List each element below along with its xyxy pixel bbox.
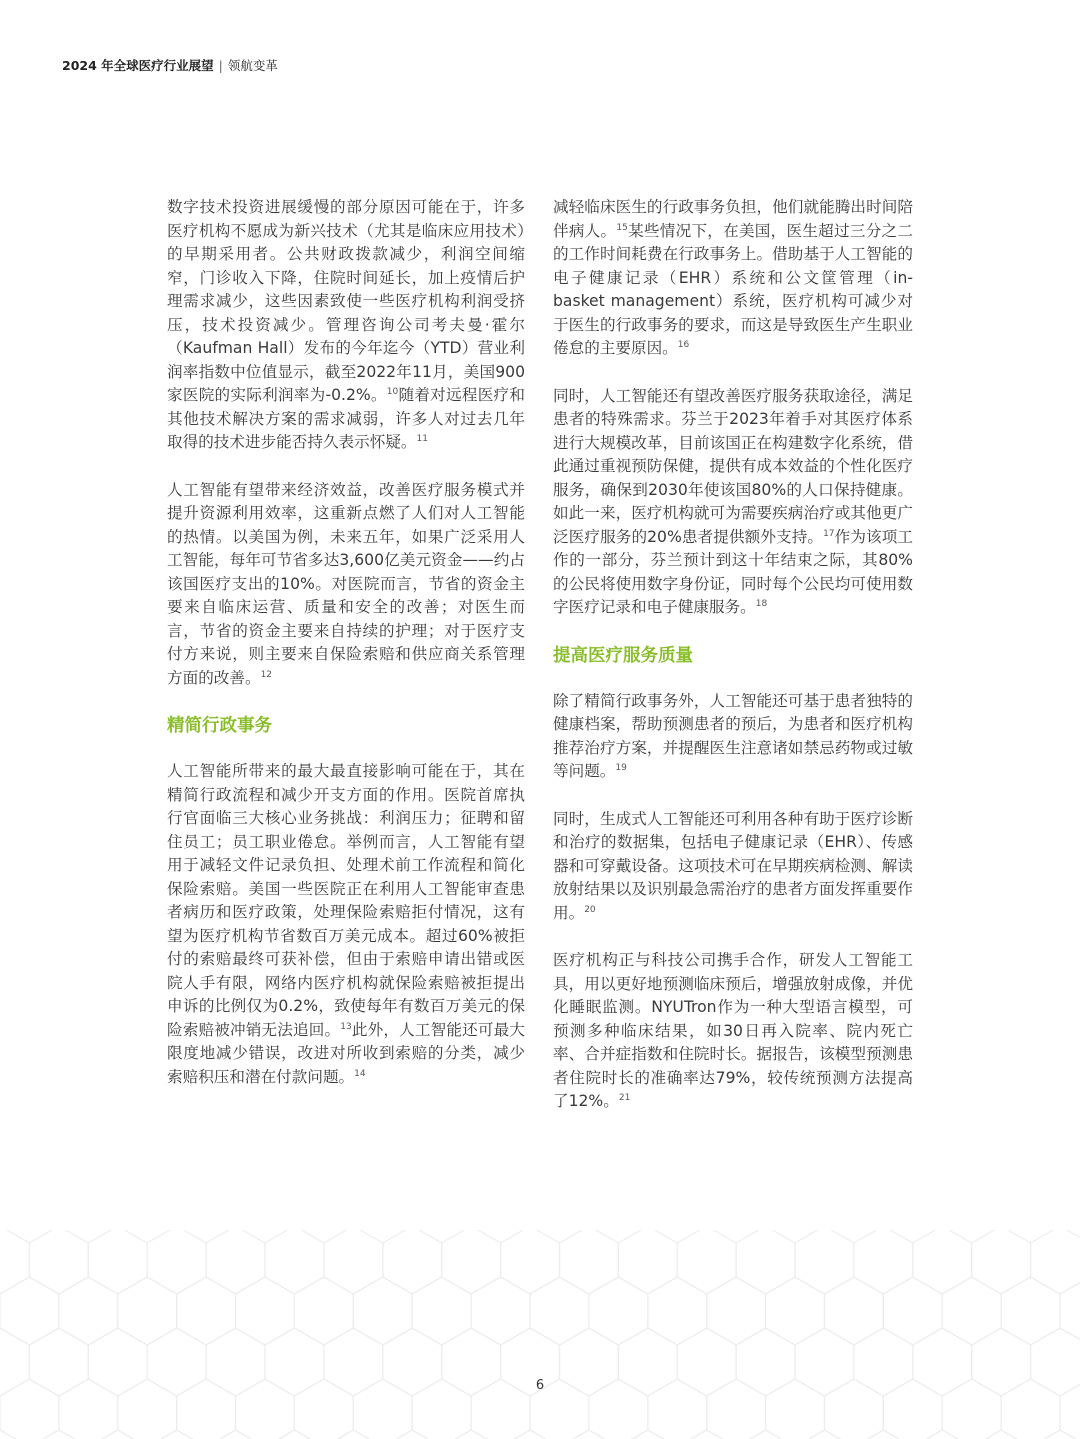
page-header (62, 56, 278, 74)
hexagon-cell (648, 1277, 707, 1345)
hexagon-cell (118, 1277, 177, 1345)
paragraph-text: 某些情况下，在美国，医生超过三分之二的工作时间耗费在行政事务上。借助基于人工智能的电子健康记录（EHR）系统和公文筐管理（in-basket management）系统，医疗机构可减少对于医生的行政事务的要求，而这是导致医生产生职业倦怠的主要原因。 (553, 221, 913, 357)
hexagon-cell (0, 1230, 29, 1294)
hexagon-cell (736, 1430, 795, 1439)
paragraph-text: 同时，人工智能还有望改善医疗服务获取途径，满足患者的特殊需求。芬兰于2023年着手对其医疗体系进行大规模改革，目前该国正在构建数字化系统，借此通过重视预防保健，提供有成本效益的个性化医疗服务，确保到2030年使该国80%的人口保持健康。如此一来，医疗机构就可为需要疾病治疗或其他更广泛医疗服务的20%患者提供额外支持。 (553, 386, 913, 546)
page-number: 6 (535, 1378, 545, 1393)
header-separator: | (218, 58, 223, 73)
hexagon-cell (677, 1230, 736, 1294)
hexagon-cell (854, 1230, 913, 1294)
right-column (553, 196, 913, 1138)
hexagon-cell (913, 1430, 972, 1439)
paragraph-text: 人工智能有望带来经济效益，改善医疗服务模式并提升资源利用效率，这重新点燃了人们对人工智能的热情。以美国为例，未来五年，如果广泛采用人工智能，每年可节省多达3,600亿美元资金——约占该国医疗支出的10%。对医院而言，节省的资金主要来自临床运营、质量和安全的改善；对医生而言，节省的资金主要来自持续的护理；对于医疗支付方来说，则主要来自保险索赔和供应商关系管理方面的改善。 (167, 480, 525, 687)
hexagon-cell (29, 1430, 88, 1439)
paragraph (167, 479, 525, 691)
footnote-ref: 17 (823, 528, 835, 539)
hexagon-cell (1060, 1277, 1080, 1345)
paragraph (553, 385, 913, 620)
left-column (167, 196, 525, 1113)
footnote-ref: 13 (340, 1021, 352, 1032)
paragraph-text: 减轻临床医生的行政事务负担，他们就能腾出时间陪伴病人。 (553, 198, 913, 240)
hexagon-cell (88, 1230, 147, 1294)
hexagon-cell (795, 1430, 854, 1439)
paragraph-text: 数字技术投资进展缓慢的部分原因可能在于，许多医疗机构不愿成为新兴技术（尤其是临床应用技术）的早期采用者。公共财政拨款减少，利润空间缩窄，门诊收入下降，住院时间延长，加上疫情后护理需求减少，这些因素致使一些医疗机构利润受挤压，技术投资减少。管理咨询公司考夫曼·霍尔（Kaufman Hall）发布的今年迄今（YTD）营业利润率指数中位值显示，截至2022年11月，美国900家医院的实际利润率为-0.2%。 (167, 198, 525, 404)
hexagon-cell (236, 1277, 295, 1345)
hexagon-cell (383, 1230, 442, 1294)
paragraph (553, 949, 913, 1114)
hexagon-cell (353, 1277, 412, 1345)
hexagon-cell (0, 1277, 59, 1345)
hexagon-cell (383, 1430, 442, 1439)
hexagon-cell (677, 1430, 736, 1439)
hexagon-cell (59, 1277, 118, 1345)
hexagon-cell (29, 1230, 88, 1294)
hexagon-cell (618, 1230, 677, 1294)
hexagon-cell (177, 1277, 236, 1345)
hexagon-cell (324, 1430, 383, 1439)
hexagon-cell (294, 1277, 353, 1345)
hexagon-cell (942, 1277, 1001, 1345)
footnote-ref: 15 (616, 222, 628, 233)
hexagon-cell (206, 1430, 265, 1439)
footnote-ref: 20 (584, 904, 596, 915)
hexagon-cell (501, 1230, 560, 1294)
footnote-ref: 21 (618, 1092, 631, 1103)
hexagon-cell (560, 1230, 619, 1294)
hexagon-cell (501, 1430, 560, 1439)
hexagon-cell (1031, 1230, 1080, 1294)
footnote-ref: 16 (677, 339, 690, 350)
hexagon-cell (736, 1230, 795, 1294)
hexagon-cell (412, 1277, 471, 1345)
footnote-ref: 14 (354, 1068, 366, 1079)
paragraph-text: 同时，生成式人工智能还可利用各种有助于医疗诊断和治疗的数据集，包括电子健康记录（EHR）、传感器和可穿戴设备。这项技术可在早期疾病检测、解读放射结果以及识别最急需治疗的患者方面发挥重要作用。 (553, 809, 913, 922)
footnote-ref: 11 (416, 433, 428, 444)
paragraph (553, 196, 913, 361)
hexagon-cell (589, 1277, 648, 1345)
hexagon-cell (766, 1277, 825, 1345)
hexagon-cell (560, 1430, 619, 1439)
report-title: 2024 年全球医疗行业展望 (62, 58, 214, 73)
paragraph-text: 医疗机构正与科技公司携手合作，研发人工智能工具，用以更好地预测临床预后，增强放射成像，并优化睡眠监测。NYUTron作为一种大型语言模型，可预测多种临床结果，如30日再入院率、院内死亡率、合并症指数和住院时长。据报告，该模型预测患者住院时长的准确率达79%，较传统预测方法提高了12%。 (553, 951, 913, 1110)
paragraph (553, 808, 913, 926)
hexagon-pattern-decoration (0, 1230, 1080, 1439)
hexagon-cell (707, 1277, 766, 1345)
hexagon-cell (324, 1230, 383, 1294)
hexagon-cell (795, 1230, 854, 1294)
hexagon-cell (1001, 1277, 1060, 1345)
hexagon-cell (471, 1277, 530, 1345)
hexagon-cell (883, 1277, 942, 1345)
hexagon-cell (147, 1430, 206, 1439)
paragraph (553, 690, 913, 784)
hexagon-cell (88, 1430, 147, 1439)
hexagon-cell (1031, 1430, 1080, 1439)
hexagon-cell (206, 1230, 265, 1294)
hexagon-cell (442, 1430, 501, 1439)
paragraph (167, 196, 525, 455)
hexagon-cell (0, 1430, 29, 1439)
section-heading: 提高医疗服务质量 (553, 645, 693, 666)
footnote-ref: 18 (755, 598, 768, 609)
hexagon-cell (825, 1277, 884, 1345)
hexagon-cell (442, 1230, 501, 1294)
hexagon-cell (972, 1230, 1031, 1294)
paragraph-text: 随着对远程医疗和其他技术解决方案的需求减弱，许多人对过去几年取得的技术进步能否持久表示怀疑。 (167, 386, 525, 451)
section-heading: 精简行政事务 (167, 716, 272, 736)
hexagon-cell (147, 1230, 206, 1294)
paragraph (167, 760, 525, 1089)
paragraph-text: 此外，人工智能还可最大限度地减少错误，改进对所收到索赔的分类，减少索赔积压和潜在付款问题。 (167, 1020, 525, 1086)
paragraph-text: 除了精简行政事务外，人工智能还可基于患者独特的健康档案，帮助预测患者的预后，为患者和医疗机构推荐治疗方案，并提醒医生注意诸如禁忌药物或过敏等问题。 (553, 691, 913, 780)
hexagon-cell (530, 1277, 589, 1345)
hexagon-cell (972, 1430, 1031, 1439)
footnote-ref: 12 (260, 669, 273, 680)
hexagon-cell (265, 1430, 324, 1439)
hexagon-cell (618, 1430, 677, 1439)
report-subtitle: 领航变革 (227, 58, 278, 73)
footnote-ref: 19 (615, 762, 627, 773)
paragraph-text: 人工智能所带来的最大最直接影响可能在于，其在精简行政流程和减少开支方面的作用。医院首席执行官面临三大核心业务挑战：利润压力；征聘和留住员工；员工职业倦怠。举例而言，人工智能有望用于减轻文件记录负担、处理术前工作流程和简化保险索赔。美国一些医院正在利用人工智能审查患者病历和医疗政策，处理保险索赔拒付情况，这有望为医疗机构节省数百万美元成本。超过60%被拒付的索赔最终可获补偿，但由于索赔申请出错或医院人手有限，网络内医疗机构就保险索赔被拒提出申诉的比例仅为0.2%，致使每年有数百万美元的保险索赔被冲销无法追回。 (167, 762, 525, 1039)
paragraph-text: 作为该项工作的一部分，芬兰预计到这十年结束之际，其80%的公民将使用数字身份证，同时每个公民均可使用数字医疗记录和电子健康服务。 (553, 527, 913, 616)
hexagon-cell (854, 1430, 913, 1439)
hexagon-cell (913, 1230, 972, 1294)
hexagon-cell (265, 1230, 324, 1294)
footnote-ref: 10 (386, 386, 399, 397)
